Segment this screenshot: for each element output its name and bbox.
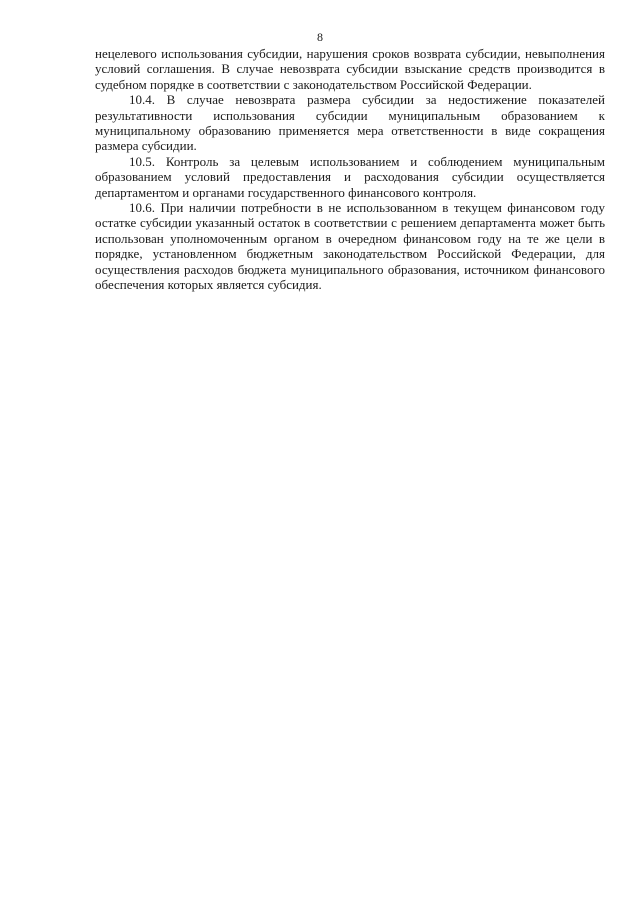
document-body: [95, 46, 605, 293]
paragraph-10-6: 10.6. При наличии потребности в не использованном в текущем финансовом году остатке субсидии указанный остаток в соответствии с решением департамента может быть использован уполномоченным органом в очередном финансовом году на те же цели в порядке, установленном бюджетным законодательством Российской Федерации, для осуществления расходов бюджета муниципального образования, источником финансового обеспечения которых является субсидия.: [95, 200, 605, 293]
paragraph-10-4: 10.4. В случае невозврата размера субсидии за недостижение показателей результативности использования субсидии муниципальным образованием к муниципальному образованию применяется мера ответственности в виде сокращения размера субсидии.: [95, 92, 605, 154]
page-number: 8: [317, 30, 323, 44]
paragraph-10-5: 10.5. Контроль за целевым использованием и соблюдением муниципальным образованием условий предоставления и расходования субсидии осуществляется департаментом и органами государственного финансового контроля.: [95, 153, 605, 200]
paragraph-continuation: нецелевого использования субсидии, нарушения сроков возврата субсидии, невыполнения условий соглашения. В случае невозврата субсидии взыскание средств производится в судебном порядке в соответствии с законодательством Российской Федерации.: [95, 46, 605, 92]
